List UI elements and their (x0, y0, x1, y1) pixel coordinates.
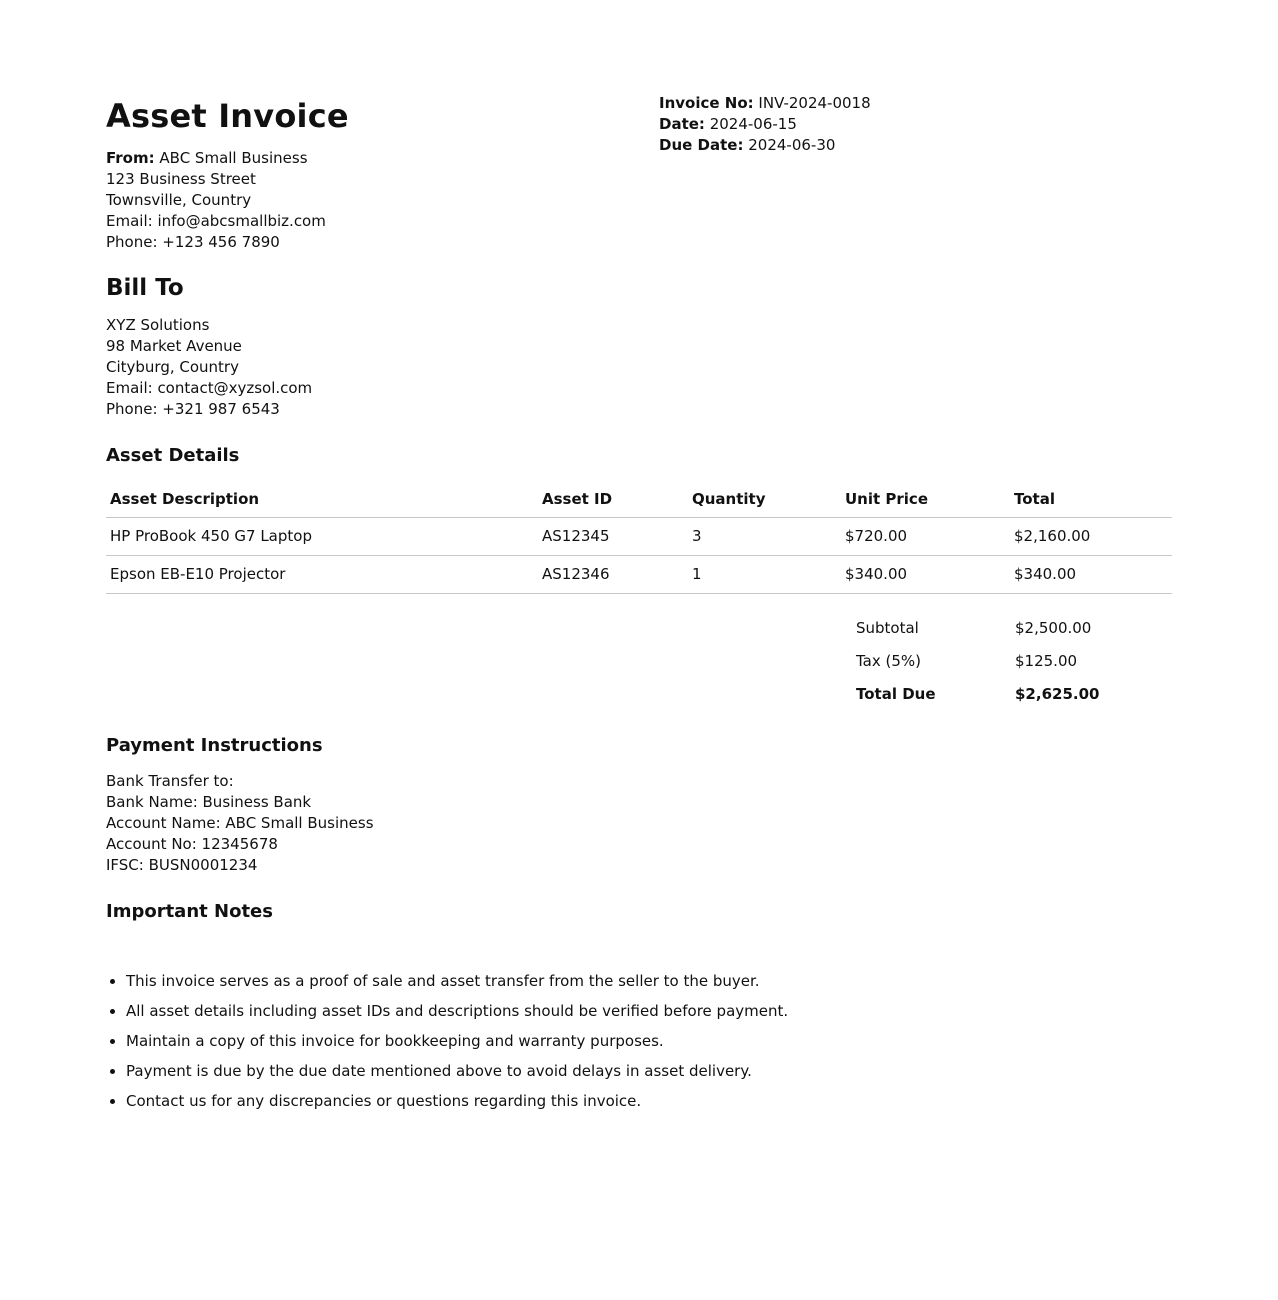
column-header-total: Total (1010, 482, 1172, 518)
cell-asset-id: AS12345 (538, 518, 688, 556)
cell-unit-price: $340.00 (841, 556, 1010, 594)
payment-instructions-heading: Payment Instructions (106, 735, 323, 756)
table-header-row (106, 482, 1172, 518)
subtotal-value: $2,500.00 (1015, 619, 1092, 637)
seller-phone: Phone: +123 456 7890 (106, 233, 280, 251)
payment-ifsc: IFSC: BUSN0001234 (106, 856, 258, 874)
invoice-due-date-line (659, 135, 871, 156)
cell-description: Epson EB-E10 Projector (106, 556, 538, 594)
invoice-date-label: Date: (659, 115, 705, 133)
invoice-title: Asset Invoice (106, 97, 349, 135)
cell-quantity: 1 (688, 556, 841, 594)
buyer-phone: Phone: +321 987 6543 (106, 400, 280, 418)
list-item: • Maintain a copy of this invoice for bookkeeping and warranty purposes. (126, 1026, 788, 1056)
tax-label: Tax (5%) (856, 652, 922, 670)
invoice-due-date-label: Due Date: (659, 136, 744, 154)
totals-summary (852, 612, 1103, 711)
total-due-label: Total Due (856, 685, 936, 703)
invoice-date-value: 2024-06-15 (709, 115, 797, 133)
seller-address (106, 148, 326, 253)
tax-value: $125.00 (1015, 652, 1078, 670)
important-notes-heading: Important Notes (106, 901, 273, 922)
buyer-street: 98 Market Avenue (106, 337, 242, 355)
column-header-unit-price: Unit Price (841, 482, 1010, 518)
table-row (106, 518, 1172, 556)
important-notes-list (106, 966, 788, 1116)
subtotal-label: Subtotal (856, 619, 919, 637)
cell-total: $2,160.00 (1010, 518, 1172, 556)
cell-total: $340.00 (1010, 556, 1172, 594)
cell-unit-price: $720.00 (841, 518, 1010, 556)
cell-description: HP ProBook 450 G7 Laptop (106, 518, 538, 556)
column-header-description: Asset Description (106, 482, 538, 518)
invoice-date-line (659, 114, 871, 135)
table-row (106, 556, 1172, 594)
payment-bank-name: Bank Name: Business Bank (106, 793, 312, 811)
buyer-email: Email: contact@xyzsol.com (106, 379, 313, 397)
column-header-asset-id: Asset ID (538, 482, 688, 518)
column-header-quantity: Quantity (688, 482, 841, 518)
buyer-city: Cityburg, Country (106, 358, 239, 376)
payment-intro: Bank Transfer to: (106, 772, 234, 790)
invoice-number-line (659, 93, 871, 114)
subtotal-row (852, 612, 1103, 645)
invoice-number-label: Invoice No: (659, 94, 754, 112)
payment-account-name: Account Name: ABC Small Business (106, 814, 374, 832)
asset-details-heading: Asset Details (106, 445, 240, 466)
list-item: • Payment is due by the due date mentioned above to avoid delays in asset delivery. (126, 1056, 788, 1086)
payment-account-number: Account No: 12345678 (106, 835, 278, 853)
invoice-meta (659, 93, 871, 156)
total-due-value: $2,625.00 (1015, 685, 1100, 703)
total-due-row (852, 678, 1103, 711)
buyer-address (106, 315, 312, 420)
seller-email: Email: info@abcsmallbiz.com (106, 212, 326, 230)
payment-instructions (106, 771, 374, 876)
tax-row (852, 645, 1103, 678)
cell-quantity: 3 (688, 518, 841, 556)
seller-name-line (106, 148, 326, 169)
seller-from-label: From: (106, 149, 155, 167)
asset-details-table (106, 482, 1172, 594)
cell-asset-id: AS12346 (538, 556, 688, 594)
invoice-number-value: INV-2024-0018 (758, 94, 871, 112)
buyer-name: XYZ Solutions (106, 316, 210, 334)
seller-city: Townsville, Country (106, 191, 252, 209)
list-item: • All asset details including asset IDs and descriptions should be verified before payment. (126, 996, 788, 1026)
seller-name: ABC Small Business (159, 149, 308, 167)
seller-street: 123 Business Street (106, 170, 256, 188)
list-item: • This invoice serves as a proof of sale and asset transfer from the seller to the buyer. (126, 966, 788, 996)
invoice-due-date-value: 2024-06-30 (748, 136, 836, 154)
list-item: • Contact us for any discrepancies or questions regarding this invoice. (126, 1086, 788, 1116)
bill-to-heading: Bill To (106, 275, 184, 301)
